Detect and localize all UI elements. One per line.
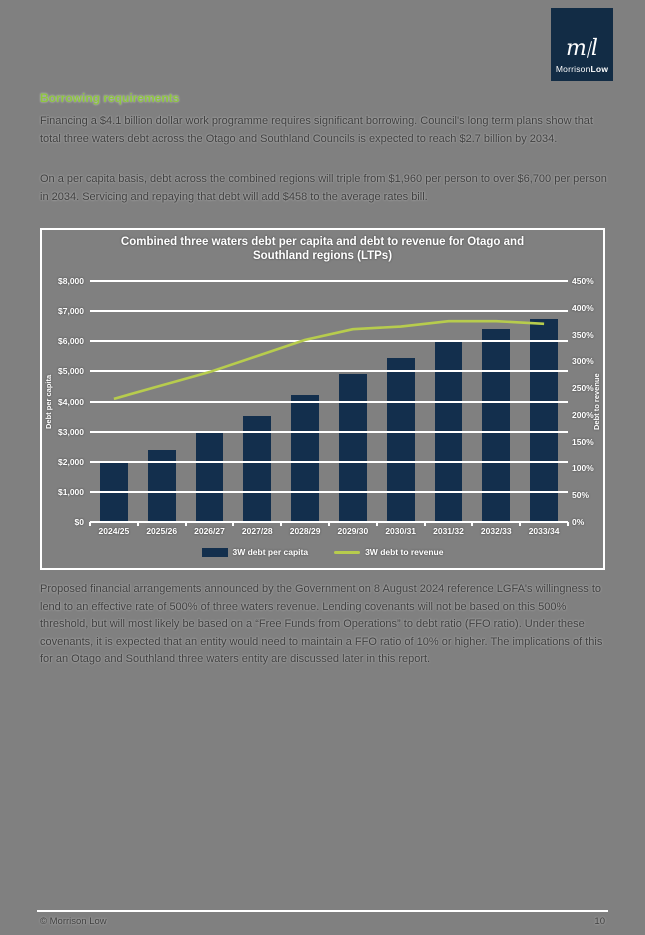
legend-item-debt-per-capita xyxy=(202,547,309,557)
logo-wordmark xyxy=(556,64,608,74)
axis-tick-label: 350% xyxy=(572,329,594,340)
x-axis-tickmark xyxy=(232,522,234,526)
x-axis-tickmark xyxy=(328,522,330,526)
x-axis-label: 2026/27 xyxy=(194,526,225,536)
axis-tick-label: $5,000 xyxy=(58,366,84,377)
x-axis-tickmark xyxy=(185,522,187,526)
x-axis-tickmark xyxy=(89,522,91,526)
section-heading: Borrowing requirements xyxy=(40,91,180,105)
axis-tick-label: 150% xyxy=(572,436,594,447)
logo-mark-l: l xyxy=(590,36,598,61)
axis-tick-label: $1,000 xyxy=(58,486,84,497)
x-axis-tickmark xyxy=(137,522,139,526)
chart-title: Combined three waters debt per capita and debt to revenue for Otago and Southland regions (LTPs) xyxy=(120,236,525,262)
morrison-low-logo-mark-icon xyxy=(566,38,598,60)
legend-item-debt-to-revenue xyxy=(334,547,443,557)
footer xyxy=(40,916,605,927)
footer-divider xyxy=(37,910,608,912)
axis-tick-label: 100% xyxy=(572,463,594,474)
logo-wordmark-regular: Morrison xyxy=(555,64,591,74)
axis-tick-label: 250% xyxy=(572,383,594,394)
x-axis-label: 2027/28 xyxy=(241,526,273,536)
x-axis-label: 2032/33 xyxy=(480,526,512,536)
axis-tick-label: $0 xyxy=(74,517,84,527)
x-axis-labels xyxy=(90,526,568,536)
legend-bar-swatch xyxy=(202,548,228,557)
legend-line-swatch xyxy=(334,551,360,554)
axis-tick-label: 50% xyxy=(572,490,590,501)
chart-plot-area xyxy=(90,281,568,522)
x-axis-label: 2033/34 xyxy=(528,526,560,536)
x-axis-label: 2031/32 xyxy=(433,526,464,536)
footer-copyright: © Morrison Low xyxy=(40,916,107,927)
logo-wordmark-bold: Low xyxy=(590,64,609,74)
paragraph-financing: Financing a $4.1 billion dollar work programme requires significant borrowing. Council's long term plans show that total three waters debt across the Otago and Southland Councils is expected to reach $2.7 billion by 2034. xyxy=(40,115,593,145)
right-axis-ticks xyxy=(572,276,603,527)
x-axis-tickmark xyxy=(280,522,282,526)
legend-bar-label: 3W debt per capita xyxy=(232,547,309,557)
x-axis-label: 2028/29 xyxy=(289,526,321,536)
paragraph-lgfa-covenants: Proposed financial arrangements announced by the Government on 8 August 2024 reference LGFA's willingness to lend to an effective rate of 500% of three waters revenue. Lending covenants will not be based on this 500% threshold, but will most likely be based on a “Free Funds from Operations” to debt ratio (FFO ratio). Under these covenants, it is expected that an entity would need to maintain a FFO ratio of 10% or higher. The implications of this for an Otago and Southland three waters entity are discussed later in this report. xyxy=(40,583,603,665)
axis-tick-label: $2,000 xyxy=(58,456,84,467)
x-axis-tickmark xyxy=(567,522,569,526)
logo-mark-m: m xyxy=(566,36,587,61)
axis-tick-label: 0% xyxy=(572,517,585,527)
x-axis-label: 2029/30 xyxy=(337,526,369,536)
axis-tick-label: $3,000 xyxy=(58,426,84,437)
x-axis-tickmark xyxy=(519,522,521,526)
x-axis-label: 2024/25 xyxy=(98,526,130,536)
x-axis-label: 2030/31 xyxy=(385,526,417,536)
debt-to-revenue-line xyxy=(90,281,568,522)
axis-tick-label: $8,000 xyxy=(58,276,84,286)
right-axis-title: Debt to revenue xyxy=(592,373,601,430)
morrison-low-logo xyxy=(551,8,613,81)
axis-tick-label: $7,000 xyxy=(58,306,84,317)
axis-tick-label: 450% xyxy=(572,276,594,286)
paragraph-per-capita: On a per capita basis, debt across the combined regions will triple from $1,960 per person to over $6,700 per person in 2034. Servicing and repaying that debt will add $458 to the average rates bill. xyxy=(40,173,607,203)
axis-tick-label: 300% xyxy=(572,356,594,367)
axis-tick-label: 200% xyxy=(572,409,594,420)
debt-chart xyxy=(40,228,605,570)
x-axis-label: 2025/26 xyxy=(146,526,178,536)
x-axis-tickmark xyxy=(471,522,473,526)
axis-tick-label: $4,000 xyxy=(58,396,84,407)
debt-to-revenue-polyline xyxy=(114,321,544,399)
x-axis-tickmark xyxy=(424,522,426,526)
left-axis-ticks xyxy=(42,276,86,527)
axis-tick-label: $6,000 xyxy=(58,336,84,347)
axis-tick-label: 400% xyxy=(572,302,594,313)
legend-line-label: 3W debt to revenue xyxy=(365,547,444,557)
footer-page-number: 10 xyxy=(594,916,605,927)
left-axis-title: Debt per capita xyxy=(44,374,53,429)
x-axis-tickmark xyxy=(376,522,378,526)
chart-legend xyxy=(42,547,603,557)
